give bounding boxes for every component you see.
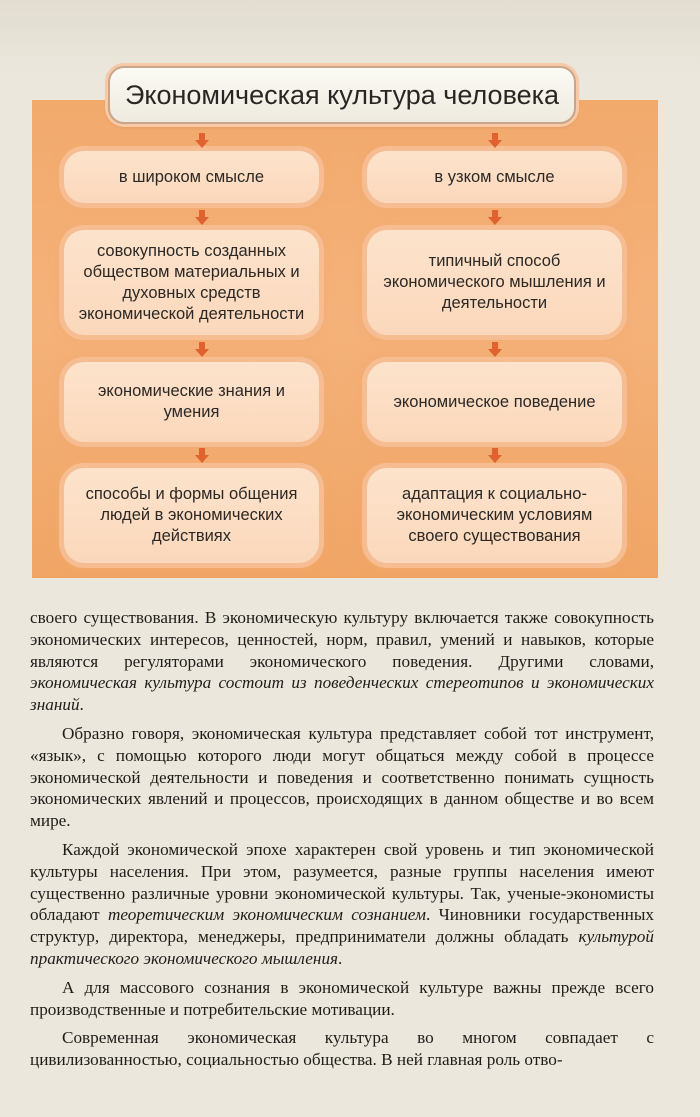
paragraph-3: Каждой экономической эпохе характерен свой уровень и тип экономической культуры населения. При этом, разумеется, разные группы населения имеют существенно различные уровни экономической культуры. Так, ученые-экономисты обладают теоретическим экономическим сознанием. Чиновники государственных структур, директора, менеджеры, предприниматели должны обладать культурой практического экономического мышления. xyxy=(30,839,654,968)
paragraph-1: своего существования. В экономическую культуру включается также совокупность экономических интересов, ценностей, норм, правил, умений и навыков, которые являются регуляторами экономического поведения. Другими словами, экономическая культура состоит из поведенческих стереотипов и экономических знаний. xyxy=(30,608,654,715)
arrow-down-icon xyxy=(488,349,502,357)
body-text xyxy=(30,607,654,1071)
box-narrow-definition: типичный способ экономического мышления и деятельности xyxy=(367,230,622,335)
arrow-down-icon xyxy=(195,349,209,357)
paragraph-2: Образно говоря, экономическая культура представляет собой тот инструмент, «язык», с помощью которого люди могут общаться между собой в процессе экономической деятельности и поведения и соответственно понимать сущность экономических явлений и процессов, происходящих в данном обществе и во всем мире. xyxy=(30,723,654,831)
box-broad-definition: совокупность созданных обществом материальных и духовных средств экономической деятельности xyxy=(64,230,319,335)
box-knowledge-skills: экономические знания и умения xyxy=(64,362,319,442)
arrow-down-icon xyxy=(195,217,209,225)
paragraph-4: А для массового сознания в экономической культуре важны прежде всего производственные и потребительские мотивации. xyxy=(30,977,654,1019)
arrow-down-icon xyxy=(488,455,502,463)
arrow-down-icon xyxy=(488,140,502,148)
arrow-down-icon xyxy=(488,217,502,225)
diagram-title: Экономическая культура человека xyxy=(108,66,576,124)
box-adaptation: адаптация к социально-экономическим условиям своего существования xyxy=(367,468,622,563)
arrow-down-icon xyxy=(195,455,209,463)
previous-page-bleed xyxy=(0,0,700,75)
box-economic-behavior: экономическое поведение xyxy=(367,362,622,442)
paragraph-5: Современная экономическая культура во многом совпадает с цивилизованностью, социальностью общества. В ней главная роль отво- xyxy=(30,1028,654,1070)
box-communication-forms: способы и формы общения людей в экономических действиях xyxy=(64,468,319,563)
arrow-down-icon xyxy=(195,140,209,148)
box-narrow-sense: в узком смысле xyxy=(367,151,622,203)
box-broad-sense: в широком смысле xyxy=(64,151,319,203)
